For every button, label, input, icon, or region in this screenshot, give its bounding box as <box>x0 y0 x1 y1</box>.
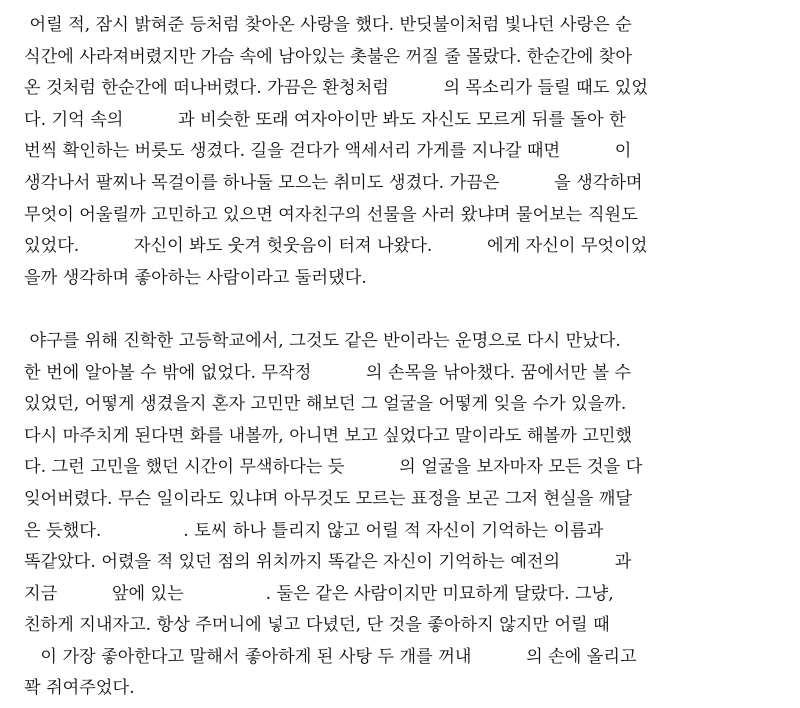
text-line: 친하게 지내자고. 항상 주머니에 넣고 다녔던, 단 것을 좋아하지 않지만 어릴 때 <box>24 615 610 636</box>
document-page <box>24 10 780 705</box>
text-line: 야구를 위해 진학한 고등학교에서, 그것도 같은 반이라는 운명으로 다시 만났다. <box>24 330 621 351</box>
paragraph-1 <box>24 10 780 294</box>
text-line: 다. 기억 속의 과 비슷한 또래 여자아이만 봐도 자신도 모르게 뒤를 돌아 한 <box>24 109 626 130</box>
text-line: 있었던, 어떻게 생겼을지 혼자 고민만 해보던 그 얼굴을 어떻게 잊을 수가 있을까. <box>24 394 627 415</box>
text-line: 은 듯했다. . 토씨 하나 틀리지 않고 어릴 적 자신이 기억하는 이름과 <box>24 520 604 541</box>
paragraph-gap <box>24 294 780 326</box>
text-line: 잊어버렸다. 무슨 일이라도 있냐며 아무것도 모르는 표정을 보곤 그저 현실을 깨달 <box>24 488 633 509</box>
text-line: 어릴 적, 잠시 밝혀준 등처럼 찾아온 사랑을 했다. 반딧불이처럼 빛나던 사랑은 순 <box>24 15 632 35</box>
text-line: 있었다. 자신이 봐도 웃겨 헛웃음이 터져 나왔다. 에게 자신이 무엇이었 <box>24 236 648 257</box>
text-line: 꽉 쥐여주었다. <box>24 678 135 699</box>
text-line: 번씩 확인하는 버릇도 생겼다. 길을 걷다가 액세서리 가게를 지나갈 때면 이 <box>24 141 632 162</box>
text-line: 을까 생각하며 좋아하는 사람이라고 둘러댔다. <box>24 267 367 288</box>
text-line: 다시 마주치게 된다면 화를 내볼까, 아니면 보고 싶었다고 말이라도 해볼까 고민했 <box>24 425 633 446</box>
text-line: 생각나서 팔찌나 목걸이를 하나둘 모으는 취미도 생겼다. 가끔은 을 생각하며 <box>24 172 643 193</box>
text-line: 식간에 사라져버렸지만 가슴 속에 남아있는 촛불은 꺼질 줄 몰랐다. 한순간에 찾아 <box>24 46 633 67</box>
text-line: 이 가장 좋아한다고 말해서 좋아하게 된 사탕 두 개를 꺼내 의 손에 올리고 <box>24 646 637 667</box>
text-line: 한 번에 알아볼 수 밖에 없었다. 무작정 의 손목을 낚아챘다. 꿈에서만 볼 수 <box>24 362 632 383</box>
text-line: 지금 앞에 있는 . 둘은 같은 사람이지만 미묘하게 달랐다. 그냥, <box>24 583 614 604</box>
text-line: 무엇이 어울릴까 고민하고 있으면 여자친구의 선물을 사러 왔냐며 물어보는 직원도 <box>24 204 638 225</box>
paragraph-2 <box>24 326 780 705</box>
text-line: 똑같았다. 어렸을 적 있던 점의 위치까지 똑같은 자신이 기억하는 예전의 과 <box>24 552 632 573</box>
text-line: 다. 그런 고민을 했던 시간이 무색하다는 듯 의 얼굴을 보자마자 모든 것을 다 <box>24 457 643 478</box>
text-line: 온 것처럼 한순간에 떠나버렸다. 가끔은 환청처럼 의 목소리가 들릴 때도 있었 <box>24 78 648 99</box>
